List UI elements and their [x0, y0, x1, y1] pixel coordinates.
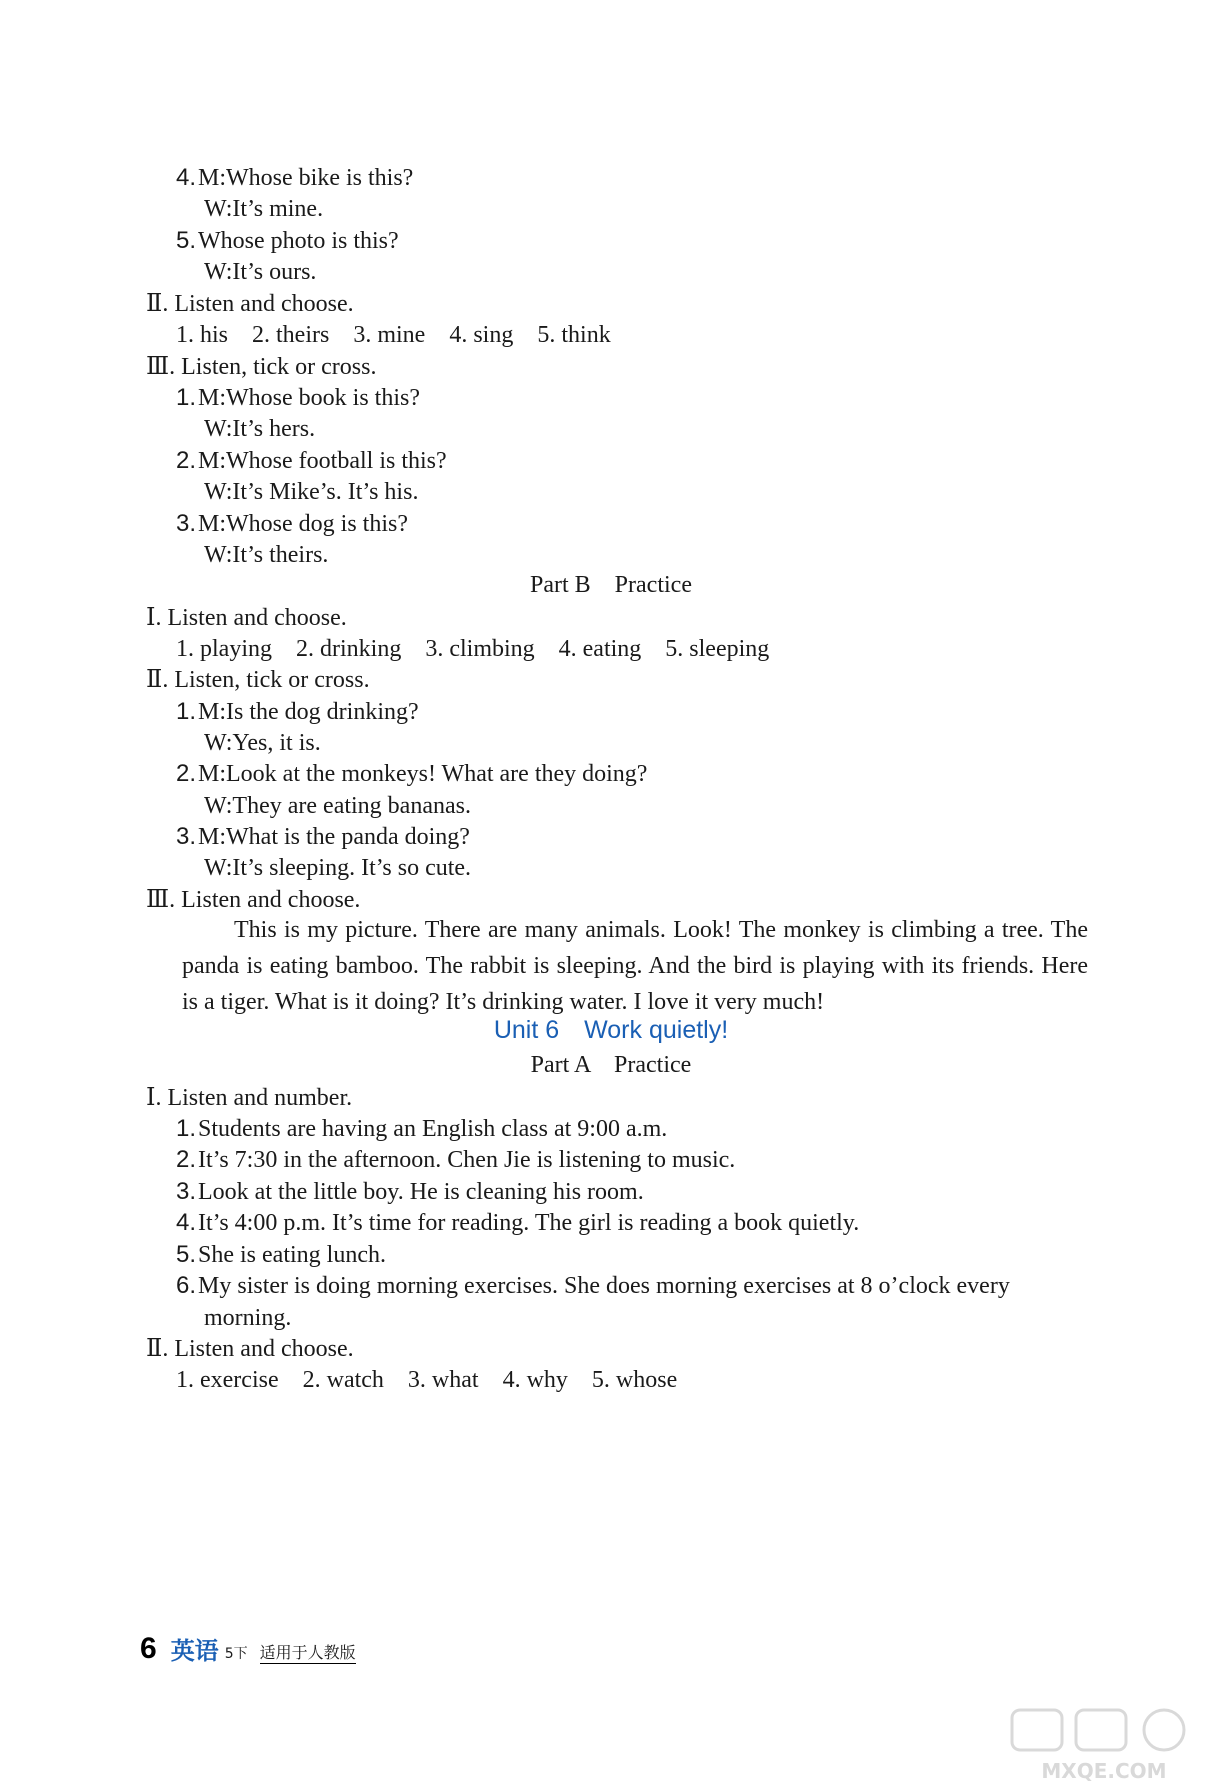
line: 2.M:Whose football is this?	[176, 447, 447, 474]
line: 3.M:What is the panda doing?	[176, 823, 470, 850]
choice-list: 1. exercise 2. watch 3. what 4. why 5. whose	[176, 1367, 678, 1393]
line: 2.M:Look at the monkeys! What are they doing?	[176, 760, 648, 787]
line: 4.It’s 4:00 p.m. It’s time for reading. The girl is reading a book quietly.	[176, 1209, 860, 1236]
watermark-logo	[1004, 1706, 1204, 1784]
section-heading: Ⅰ. Listen and choose.	[146, 605, 347, 631]
part-a-heading: Part A Practice	[530, 1052, 692, 1078]
line: 1.Students are having an English class at 9:00 a.m.	[176, 1115, 668, 1142]
section-heading: Ⅱ. Listen and choose.	[146, 1336, 354, 1362]
line: 1.M:Is the dog drinking?	[176, 698, 419, 725]
line: W:It’s theirs.	[204, 542, 329, 568]
line: 6.My sister is doing morning exercises. She does morning exercises at 8 o’clock every	[176, 1272, 1010, 1299]
section-heading: Ⅲ. Listen, tick or cross.	[146, 354, 377, 380]
line: 5.Whose photo is this?	[176, 227, 399, 254]
line: W:It’s hers.	[204, 416, 316, 442]
section-heading: Ⅱ. Listen, tick or cross.	[146, 667, 370, 693]
subject-label: 英语	[170, 1637, 219, 1665]
svg-text:MXQE.COM: MXQE.COM	[1041, 1759, 1167, 1783]
line: 4.M:Whose bike is this?	[176, 164, 414, 191]
page-footer	[140, 1630, 356, 1664]
unit-title: Unit 6 Work quietly!	[493, 1016, 729, 1044]
line: W:It’s Mike’s. It’s his.	[204, 479, 419, 505]
line: 5.She is eating lunch.	[176, 1241, 386, 1268]
listening-paragraph: This is my picture. There are many animals. Look! The monkey is climbing a tree. The panda is eating bamboo. The rabbit is sleeping. And the bird is playing with its friends. Here is a tiger. What is it doing? It’s drinking water. I love it very much!	[182, 917, 1088, 1015]
page-number: 6	[140, 1632, 157, 1665]
edition-label: 适用于人教版	[259, 1643, 356, 1662]
line: W:It’s mine.	[204, 196, 324, 222]
section-heading: Ⅲ. Listen and choose.	[146, 887, 361, 913]
line: W:They are eating bananas.	[204, 793, 471, 819]
line: 3.Look at the little boy. He is cleaning his room.	[176, 1178, 644, 1205]
line: 3.M:Whose dog is this?	[176, 510, 409, 537]
line: 2.It’s 7:30 in the afternoon. Chen Jie is listening to music.	[176, 1146, 736, 1173]
grade-label: 5下	[224, 1646, 248, 1662]
line: W:Yes, it is.	[204, 730, 321, 756]
line: W:It’s ours.	[204, 259, 317, 285]
line: morning.	[204, 1305, 292, 1331]
section-heading: Ⅱ. Listen and choose.	[146, 291, 354, 317]
line: W:It’s sleeping. It’s so cute.	[204, 855, 472, 881]
part-b-heading: Part B Practice	[530, 572, 692, 598]
section-heading: Ⅰ. Listen and number.	[146, 1085, 353, 1111]
line: 1.M:Whose book is this?	[176, 384, 421, 411]
choice-list: 1. his 2. theirs 3. mine 4. sing 5. think	[176, 322, 611, 348]
choice-list: 1. playing 2. drinking 3. climbing 4. eating 5. sleeping	[176, 636, 770, 662]
